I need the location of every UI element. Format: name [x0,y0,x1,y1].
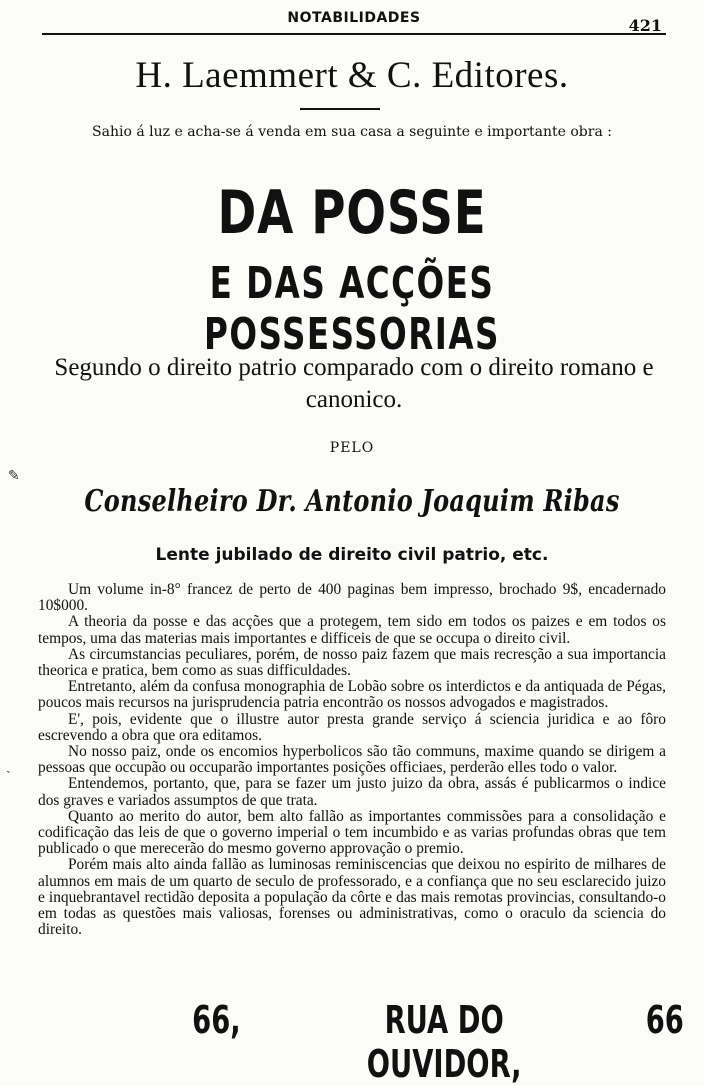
divider [300,108,380,110]
paragraph: Quanto ao merito do autor, bem alto fallão as importantes commissões para a consolidação e codificação das leis de que o governo imperial o tem incumbido e as varias profundas obras que tem publicado o que merecerão do mesmo governo approvação o premio. [38,807,666,858]
book-subtitle: Segundo o direito patrio comparado com o direito romano e canonico. [54,354,654,413]
paragraph: As circumstancias peculiares, porém, de nosso paiz fazem que mais recresção a sua importancia theorica e pratica, bem como as suas difficuldades. [38,645,666,680]
paragraph: Entretanto, além da confusa monographia de Lobão sobre os interdictos e da antiquada de Pégas, poucos mais recursos na jurisprudencia patria encontrão os nossos advogados e magistrados. [38,678,666,712]
running-head: NOTABILIDADES [287,10,421,26]
paragraph: Entendemos, portanto, que, para se fazer um justo juizo da obra, assás é publicarmos o indice dos graves e variados assumptos de que trata. [38,775,666,809]
paragraph: Porém mais alto ainda fallão as luminosas reminiscencias que deixou no espirito de milhares de alumnos em mais de um quarto de seculo de professorado, e a confiança que no seu esclarecido juizo e inquebrantavel rectidão deposita a população da côrte e das mais remotas provincias, consultando-o em todas as questões mais valiosas, forenses ou administrativas, como o oraculo da sciencia do direito. [38,856,666,939]
book-title: DA POSSE [217,178,487,248]
publisher-name: H. Laemmert & C. Editores. [135,55,569,96]
address-number-left: 66, [192,998,241,1042]
paragraph: E', pois, evidente que o illustre autor presta grande serviço á sciencia juridica e ao fôro escrevendo a obra que ora editamos. [38,710,666,744]
margin-mark: ✎ [8,468,20,484]
address-street: RUA DO OUVIDOR, [366,998,522,1086]
paragraph: Um volume in-8° francez de perto de 400 paginas bem impresso, brochado 9$, encadernado 10$000. [38,581,666,615]
book-title-continued: E DAS ACÇÕES POSSESSORIAS [204,258,500,360]
by-line: PELO [329,440,375,456]
address-number-right: 66 [645,998,684,1042]
body-text [38,582,666,938]
author-title: Lente jubilado de direito civil patrio, etc. [155,545,549,565]
paragraph: A theoria da posse e das acções que a protegem, tem sido em todos os paizes e em todos os tempos, uma das materias mais importantes e difficeis de que se occupa o direito civil. [38,613,666,647]
margin-mark: ˎ [6,758,11,774]
author-name: Conselheiro Dr. Antonio Joaquim Ribas [84,484,620,519]
announcement: Sahio á luz e acha-se á venda em sua casa a seguinte e importante obra : [92,124,612,140]
paragraph: No nosso paiz, onde os encomios hyperbolicos são tão communs, maxime quando se dirigem a pessoas que occupão ou occuparão importantes posições officiaes, perderão elles todo o valor. [38,743,666,777]
page-header [42,6,666,34]
page-number: 421 [628,16,662,35]
header-rule [42,33,666,35]
